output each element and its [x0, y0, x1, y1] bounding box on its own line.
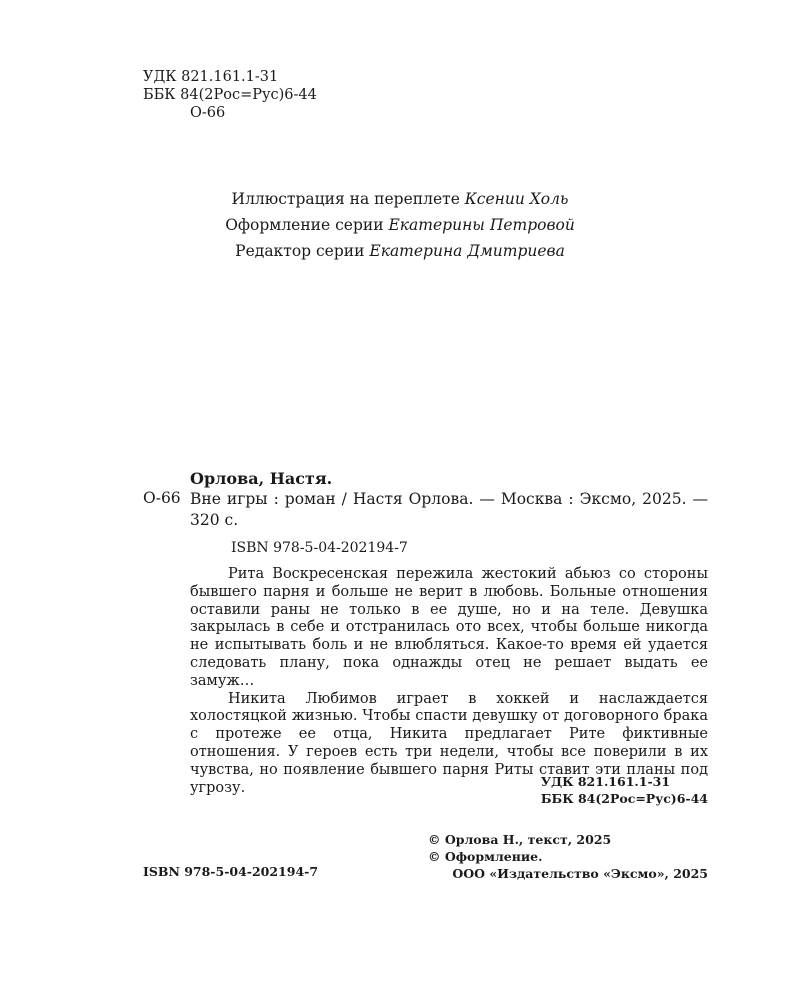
bottom-isbn: ISBN 978-5-04-202194-7	[143, 864, 319, 879]
editor-label: Редактор серии	[235, 242, 370, 260]
author-sign-code: О-66	[190, 105, 226, 121]
catalog-isbn: ISBN 978-5-04-202194-7	[231, 540, 408, 556]
editor-credit	[0, 238, 800, 264]
copyright-block	[428, 831, 708, 882]
bottom-codes	[541, 773, 708, 807]
udk-code: УДК 821.161.1-31	[143, 69, 279, 85]
designer-name: Екатерины Петровой	[388, 216, 575, 234]
bibliographic-description: Вне игры : роман / Настя Орлова. — Москва : Эксмо, 2025. — 320 с.	[190, 490, 708, 529]
catalog-author: Орлова, Настя.	[190, 469, 333, 488]
bbk-code: ББК 84(2Рос=Рус)6-44	[143, 87, 317, 103]
illustrator-name: Ксении Холь	[464, 190, 569, 208]
copyright-text: © Орлова Н., текст, 2025	[428, 832, 612, 847]
annotation-paragraph: Никита Любимов играет в хоккей и наслаждается холостяцкой жизнью. Чтобы спасти девушку от договорного брака с протеже ее отца, Никита предлагает Рите фиктивные отношения. У героев есть три недели, чтобы все поверили в их чувства, но появление бывшего парня Риты ставит эти планы под угрозу.	[190, 690, 708, 796]
bottom-bbk-code: ББК 84(2Рос=Рус)6-44	[540, 791, 708, 806]
catalog-code: О-66	[143, 489, 181, 507]
credits-block	[0, 186, 800, 264]
illustration-credit	[0, 186, 800, 212]
annotation-paragraph: Рита Воскресенская пережила жестокий абьюз со стороны бывшего парня и больше не верит в любовь. Больные отношения оставили раны не только в ее душе, но и на теле. Девушка закрылась в себе и отстранилась ото всех, чтобы больше никогда не испытывать боль и не влюбляться. Какое-то время ей удается следовать плану, пока однажды отец не решает выдать ее замуж…	[190, 566, 708, 689]
annotation	[190, 566, 708, 797]
design-credit	[0, 212, 800, 238]
copyright-publisher: ООО «Издательство «Эксмо», 2025	[452, 866, 708, 881]
copyright-design: © Оформление.	[428, 849, 543, 864]
design-label: Оформление серии	[225, 216, 389, 234]
editor-name: Екатерина Дмитриева	[369, 242, 565, 260]
bottom-udk-code: УДК 821.161.1-31	[540, 774, 671, 789]
illustration-label: Иллюстрация на переплете	[231, 190, 465, 208]
